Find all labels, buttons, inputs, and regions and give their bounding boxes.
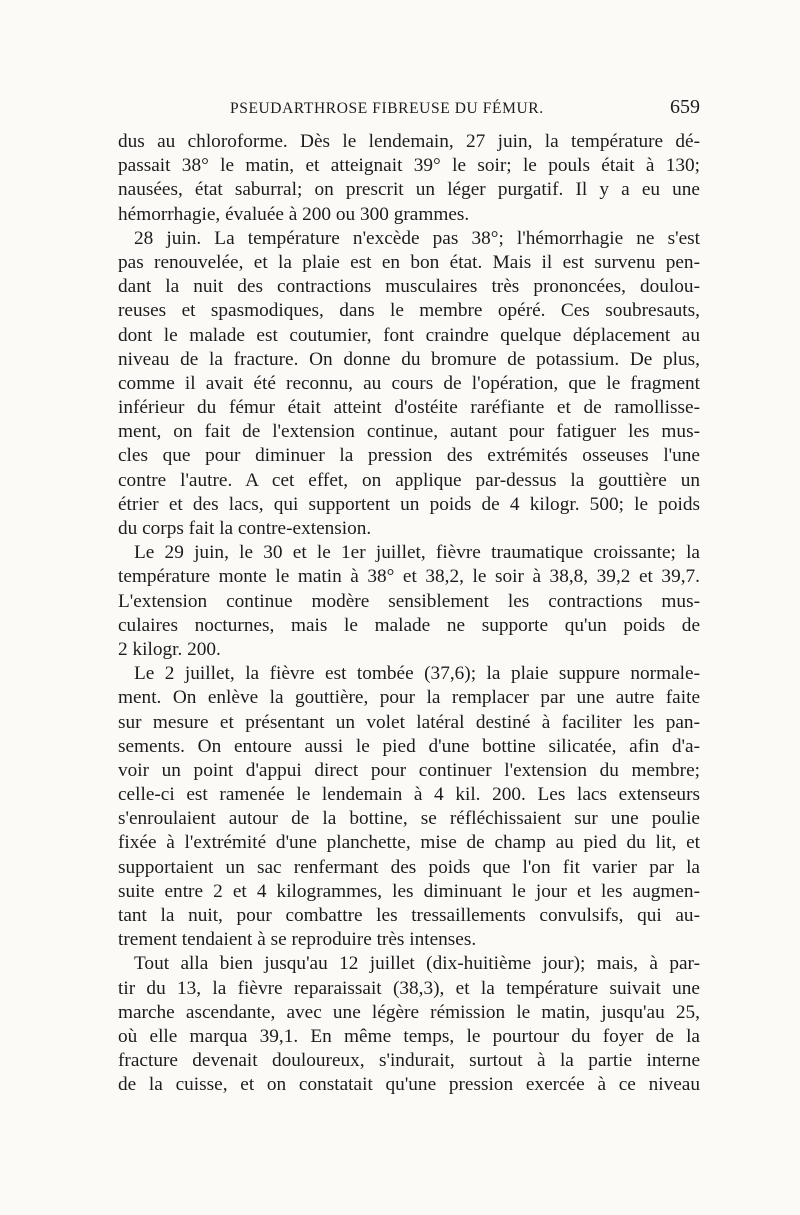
text-line: trement tendaient à se reproduire très intenses. — [118, 929, 477, 951]
body-text — [118, 130, 700, 1098]
running-title: PSEUDARTHROSE FIBREUSE DU FÉMUR. — [230, 100, 544, 117]
text-line: Le 2 juillet, la fièvre est tombée (37,6); la plaie suppure normale- — [134, 663, 700, 685]
text-line: culaires nocturnes, mais le malade ne supporte qu'un poids de — [118, 614, 700, 636]
text-line: ment. On enlève la gouttière, pour la remplacer par une autre faite — [118, 687, 700, 709]
text-line: 28 juin. La température n'excède pas 38°; l'hémorrhagie ne s'est — [134, 227, 700, 249]
text-line: reuses et spasmodiques, dans le membre opéré. Ces soubresauts, — [118, 300, 700, 322]
text-line: nausées, état saburral; on prescrit un léger purgatif. Il y a eu une — [118, 179, 700, 201]
text-line: celle-ci est ramenée le lendemain à 4 kil. 200. Les lacs extenseurs — [118, 784, 700, 806]
text-line: sements. On entoure aussi le pied d'une bottine silicatée, afin d'a- — [118, 735, 700, 757]
text-line: L'extension continue modère sensiblement les contractions mus- — [118, 590, 700, 612]
text-line: suite entre 2 et 4 kilogrammes, les diminuant le jour et les augmen- — [118, 880, 700, 902]
text-line: contre l'autre. A cet effet, on applique par-dessus la gouttière un — [118, 469, 700, 491]
running-head — [118, 96, 700, 122]
text-line: du corps fait la contre-extension. — [118, 518, 372, 539]
text-line: Le 29 juin, le 30 et le 1er juillet, fièvre traumatique croissante; la — [134, 542, 700, 564]
text-line: dant la nuit des contractions musculaires très prononcées, doulou- — [118, 276, 700, 298]
text-line: de la cuisse, et on constatait qu'une pression exercée à ce niveau — [118, 1074, 700, 1096]
text-line: marche ascendante, avec une légère rémission le matin, jusqu'au 25, — [118, 1001, 700, 1023]
text-line: hémorrhagie, évaluée à 200 ou 300 grammes. — [118, 203, 470, 225]
text-line: température monte le matin à 38° et 38,2, le soir à 38,8, 39,2 et 39,7. — [118, 566, 700, 588]
text-line: dus au chloroforme. Dès le lendemain, 27 juin, la température dé- — [118, 131, 700, 152]
text-line: étrier et des lacs, qui supportent un poids de 4 kilogr. 500; le poids — [118, 493, 700, 515]
text-line: 2 kilogr. 200. — [118, 638, 221, 660]
text-line: niveau de la fracture. On donne du bromure de potassium. De plus, — [118, 348, 700, 370]
text-line: inférieur du fémur était atteint d'ostéite raréfiante et de ramollisse- — [118, 397, 700, 419]
text-line: fracture devenait douloureux, s'indurait, surtout à la partie interne — [118, 1050, 700, 1072]
text-line: s'enroulaient autour de la bottine, se réfléchissaient sur une poulie — [118, 808, 700, 830]
text-line: Tout alla bien jusqu'au 12 juillet (dix-huitième jour); mais, à par- — [134, 953, 700, 975]
text-line: supportaient un sac renfermant des poids que l'on fit varier par la — [118, 856, 700, 878]
text-line: où elle marqua 39,1. En même temps, le pourtour du foyer de la — [118, 1025, 700, 1047]
text-line: fixée à l'extrémité d'une planchette, mise de champ au pied du lit, et — [118, 832, 700, 854]
text-line: tir du 13, la fièvre reparaissait (38,3), et la température suivait une — [118, 977, 700, 999]
text-line: sur mesure et présentant un volet latéral destiné à faciliter les pan- — [118, 711, 700, 733]
text-line: dont le malade est coutumier, font craindre quelque déplacement au — [118, 324, 700, 346]
text-line: comme il avait été reconnu, au cours de l'opération, que le fragment — [118, 372, 700, 394]
text-line: voir un point d'appui direct pour continuer l'extension du membre; — [118, 759, 700, 781]
text-line: pas renouvelée, et la plaie est en bon état. Mais il est survenu pen- — [118, 251, 700, 273]
text-line: passait 38° le matin, et atteignait 39° le soir; le pouls était à 130; — [118, 155, 700, 177]
text-line: tant la nuit, pour combattre les tressaillements convulsifs, qui au- — [118, 905, 700, 926]
text-line: cles que pour diminuer la pression des extrémités osseuses l'une — [118, 445, 700, 467]
page-number: 659 — [670, 96, 700, 118]
text-line: ment, on fait de l'extension continue, autant pour fatiguer les mus- — [118, 421, 700, 443]
